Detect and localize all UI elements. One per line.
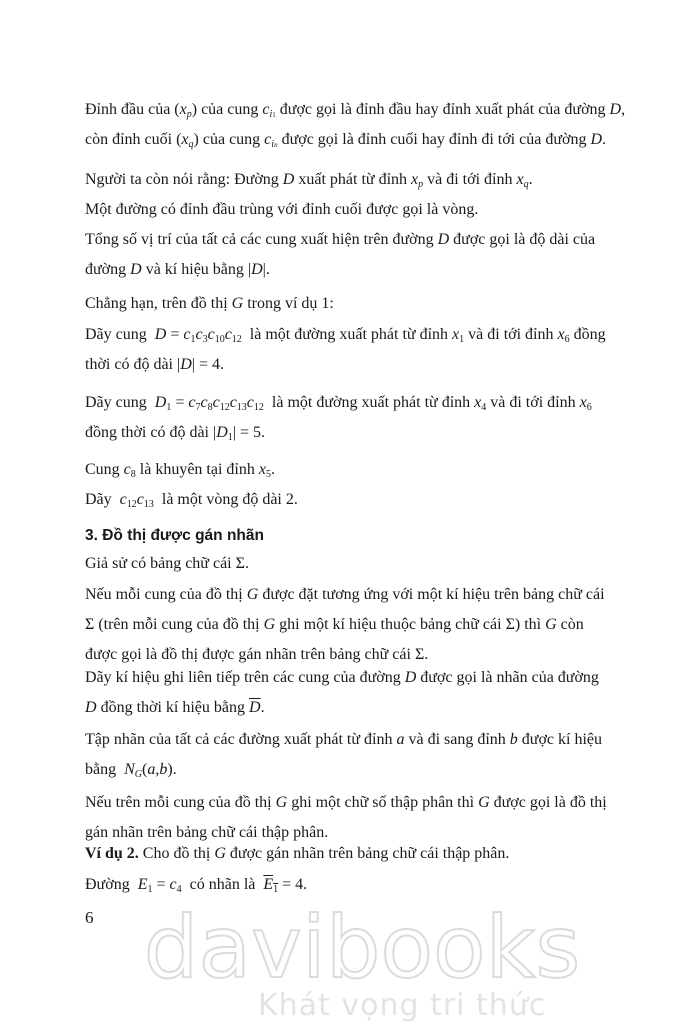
- page-number: 6: [85, 908, 94, 927]
- paragraph-path-label: Dãy kí hiệu ghi liên tiếp trên các cung của đường D được gọi là nhãn của đường D đồng thời kí hiệu bằng $\overline{D}$.: [85, 669, 599, 716]
- paragraph-loop-example: Cung $c_8$ là khuyên tại đỉnh $x_5$.: [85, 461, 275, 480]
- svg-text:davibooks: davibooks: [143, 905, 581, 995]
- davibooks-watermark-logo: [142, 905, 582, 995]
- paragraph-alphabet: [85, 549, 660, 579]
- paragraph-labeled-graph: Nếu mỗi cung của đồ thị G được đặt tương ứng với một kí hiệu trên bảng chữ cái Σ (trên mỗi cung của đồ thị G ghi một kí hiệu thuộc bảng chữ cái Σ) thì G còn được gọi là đồ thị được gán nhãn trên bảng chữ cái Σ.: [85, 586, 605, 663]
- paragraph-cycle-definition: [85, 195, 660, 225]
- paragraph-example-path-d1: Dãy cung $D_1 = c_7c_8c_{12}c_{13}c_{12}$ là một đường xuất phát từ đỉnh $x_4$ và đi tới đỉnh $x_6$ đồng thời có độ dài $|D_1| = 5$.: [85, 394, 592, 443]
- alphabet-text: Giả sử có bảng chữ cái Σ.: [85, 555, 249, 572]
- paragraph-example-2: Ví dụ 2. Cho đồ thị G được gán nhãn trên bảng chữ cái thập phân.: [85, 845, 510, 862]
- paragraph-label-set: Tập nhãn của tất cả các đường xuất phát từ đỉnh a và đi sang đỉnh b được kí hiệu bằng $N_G(a,b)$.: [85, 731, 603, 780]
- watermark-tagline: Khát vọng tri thức: [258, 988, 547, 1023]
- paragraph-example-2-path: Đường $E_1 = c_4$ có nhãn là $E_1 = 4$.: [85, 876, 308, 895]
- paragraph-example-intro: Chẳng hạn, trên đồ thị G trong ví dụ 1:: [85, 295, 334, 312]
- paragraph-cycle-example: Dãy $c_{12}c_{13}$ là một vòng độ dài 2.: [85, 491, 298, 510]
- paragraph-path-from-to: Người ta còn nói rằng: Đường D xuất phát từ đỉnh $x_p$ và đi tới đỉnh $x_q$.: [85, 171, 533, 190]
- paragraph-example-path-d: Dãy cung $D = c_1c_3c_{10}c_{12}$ là một đường xuất phát từ đỉnh $x_1$ và đi tới đỉnh $x_6$ đồng thời có độ dài |D| = 4.: [85, 326, 606, 373]
- paragraph-decimal-labeled: Nếu trên mỗi cung của đồ thị G ghi một chữ số thập phân thì G được gọi là đồ thị gán nhãn trên bảng chữ cái thập phân.: [85, 794, 607, 841]
- cycle-definition-text: Một đường có đỉnh đầu trùng với đỉnh cuối được gọi là vòng.: [85, 201, 479, 218]
- section-heading: 3. Đồ thị được gán nhãn: [85, 527, 264, 544]
- paragraph-path-length: Tổng số vị trí của tất cả các cung xuất hiện trên đường D được gọi là độ dài của đường D và kí hiệu bằng |D|.: [85, 231, 596, 278]
- paragraph-path-start-end: Đỉnh đầu của $(x_p)$ của cung $c_{i1}$ được gọi là đỉnh đầu hay đỉnh xuất phát của đường D, còn đỉnh cuối $(x_q)$ của cung $c_{in}$ được gọi là đỉnh cuối hay đỉnh đi tới của đường D.: [85, 101, 626, 150]
